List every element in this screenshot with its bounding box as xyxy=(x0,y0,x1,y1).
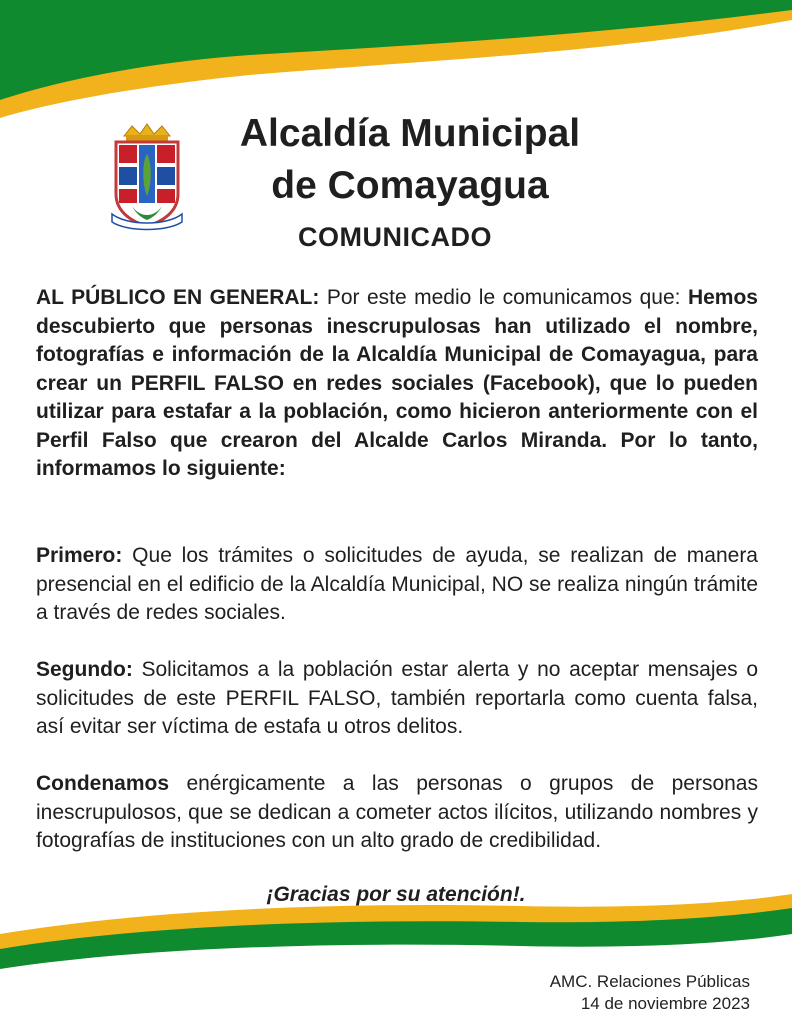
page-title-line1: Alcaldía Municipal xyxy=(239,112,581,155)
point-lead: Condenamos xyxy=(36,772,170,795)
footer-date: 14 de noviembre 2023 xyxy=(580,994,750,1013)
point-first xyxy=(36,542,758,628)
document-subtitle: COMUNICADO xyxy=(298,222,492,252)
intro-text: Por este medio le comunicamos que: xyxy=(319,286,688,309)
point-text: Solicitamos a la población estar alerta y no aceptar mensajes o solicitudes de este PERFIL FALSO, también reportarla como cuenta falsa, así evitar ser víctima de estafa u otros delitos. xyxy=(36,658,758,738)
point-text: enérgicamente a las personas o grupos de personas inescrupulosos, que se dedican a cometer actos ilícitos, utilizando nombres y fotografías de instituciones con un alto grado de credibilidad. xyxy=(36,772,758,852)
closing-thanks: ¡Gracias por su atención!. xyxy=(266,883,526,906)
intro-paragraph xyxy=(36,284,758,484)
point-lead: Primero: xyxy=(36,544,123,567)
point-condemn xyxy=(36,770,758,856)
intro-bold-text: Hemos descubierto que personas inescrupulosas han utilizado el nombre, fotografías e información de la Alcaldía Municipal de Comayagua, para crear un PERFIL FALSO en redes sociales (Facebook), que lo pueden utilizar para estafar a la población, como hicieron anteriormente con el Perfil Falso que crearon del Alcalde Carlos Miranda. Por lo tanto, informamos lo siguiente: xyxy=(36,286,758,480)
footer-department: AMC. Relaciones Públicas xyxy=(549,972,750,991)
point-text: Que los trámites o solicitudes de ayuda, se realizan de manera presencial en el edificio de la Alcaldía Municipal, NO se realiza ningún trámite a través de redes sociales. xyxy=(36,544,758,624)
point-second xyxy=(36,656,758,742)
point-lead: Segundo: xyxy=(36,658,133,681)
intro-lead: AL PÚBLICO EN GENERAL: xyxy=(36,286,320,309)
municipal-coat-of-arms-icon xyxy=(102,122,192,234)
page-title-line2: de Comayagua xyxy=(271,164,549,207)
